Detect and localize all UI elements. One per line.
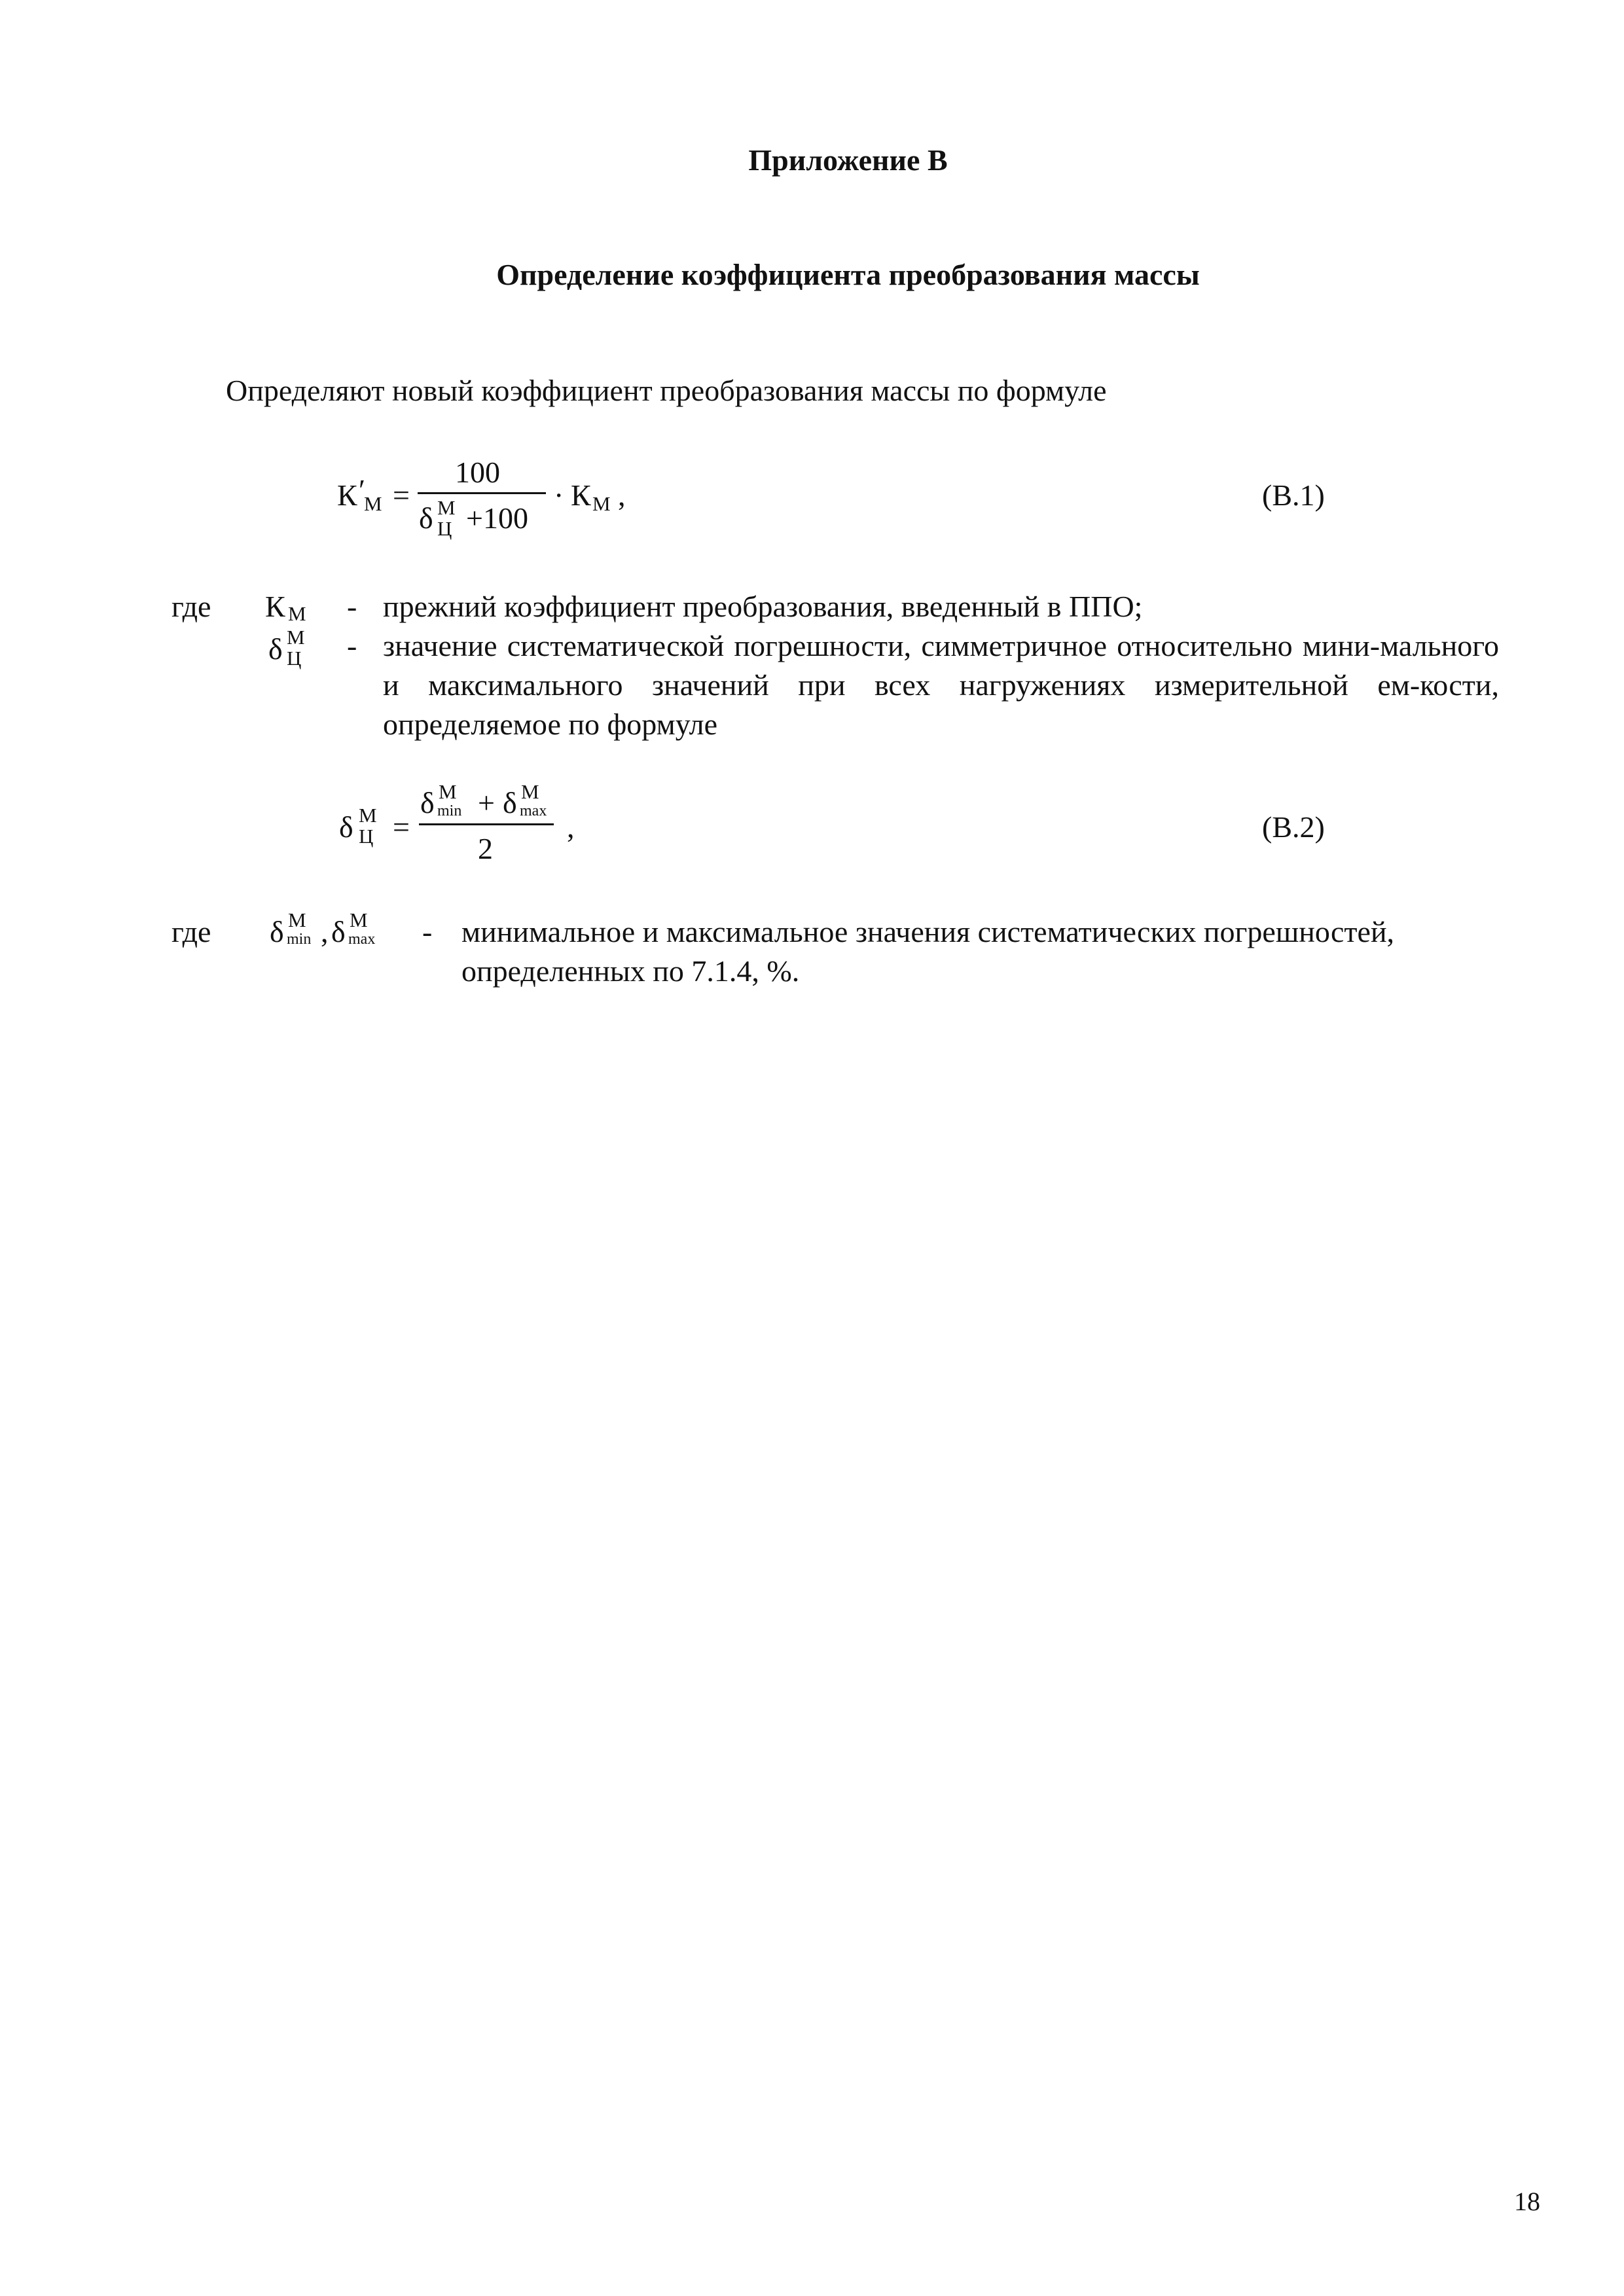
- f2-denominator: 2: [478, 832, 493, 865]
- def1-symbol: К: [265, 590, 285, 623]
- f1-den-plus: +100: [466, 501, 528, 535]
- f1-lhs-sub: М: [364, 492, 382, 515]
- f1-den-sub: Ц: [437, 517, 452, 540]
- appendix-title: Приложение В: [748, 143, 948, 177]
- def3-sup-1: М: [288, 908, 306, 931]
- f2-num-symbol-1: δ: [420, 786, 435, 819]
- def2-dash: -: [347, 629, 357, 662]
- intro-paragraph: Определяют новый коэффициент преобразования массы по формуле: [226, 374, 1107, 407]
- f2-equals: =: [393, 810, 410, 844]
- def1-dash: -: [347, 590, 357, 623]
- f2-lhs-sup: М: [359, 804, 377, 827]
- def3-text: минимальное и максимальное значения систематических погрешностей, определенных по 7.1.4, %.: [461, 915, 1395, 988]
- f1-equation-number: (В.1): [1262, 478, 1325, 512]
- def3-sup-2: М: [350, 908, 368, 931]
- def3-sub-2: max: [348, 931, 376, 948]
- f1-numerator: 100: [455, 456, 500, 489]
- f2-num-plus: +: [478, 786, 495, 819]
- f2-num-sub-1: min: [437, 802, 462, 819]
- f2-lhs-sub: Ц: [359, 825, 374, 848]
- f2-num-sub-2: max: [520, 802, 547, 819]
- def2-sub: Ц: [287, 647, 302, 670]
- def3-symbol-1: δ: [270, 915, 284, 948]
- def3-symbol-2: δ: [331, 915, 346, 948]
- f1-rhs-symbol: К: [571, 478, 591, 512]
- def2-symbol: δ: [268, 632, 283, 666]
- def2-text: значение систематической погрешности, симметричное относительно мини-мального и максимального значений при всех нагружениях измерительной ем-кости, определяемое по формуле: [383, 629, 1499, 741]
- f2-equation-number: (В.2): [1262, 810, 1325, 844]
- page-number: 18: [1514, 2187, 1540, 2216]
- f2-num-symbol-2: δ: [503, 786, 517, 819]
- f1-equals: =: [393, 478, 410, 512]
- where-label-2: где: [171, 915, 211, 948]
- f1-lhs-prime: ′: [359, 473, 366, 507]
- def1-text: прежний коэффициент преобразования, введенный в ППО;: [383, 590, 1143, 623]
- f1-fraction-bar: [418, 492, 546, 494]
- def3-sub-1: min: [287, 931, 312, 948]
- f2-lhs-symbol: δ: [339, 810, 353, 844]
- f1-den-symbol: δ: [419, 501, 433, 535]
- f2-fraction-bar: [419, 823, 554, 825]
- f1-lhs-symbol: К: [337, 478, 357, 512]
- def2-sup: М: [287, 626, 305, 649]
- f2-comma: ,: [567, 810, 575, 844]
- section-title: Определение коэффициента преобразования массы: [496, 258, 1200, 291]
- where-label-1: где: [171, 590, 211, 623]
- f1-dot: ·: [554, 478, 564, 512]
- def3-dash: -: [422, 915, 433, 948]
- f2-num-sup-1: М: [439, 780, 457, 803]
- f1-rhs-sub: М: [592, 492, 611, 515]
- def3-separator: ,: [321, 915, 329, 948]
- def1-sub: М: [288, 602, 306, 625]
- f2-num-sup-2: М: [521, 780, 539, 803]
- f1-den-sup: М: [437, 496, 456, 519]
- f1-comma: ,: [618, 478, 626, 512]
